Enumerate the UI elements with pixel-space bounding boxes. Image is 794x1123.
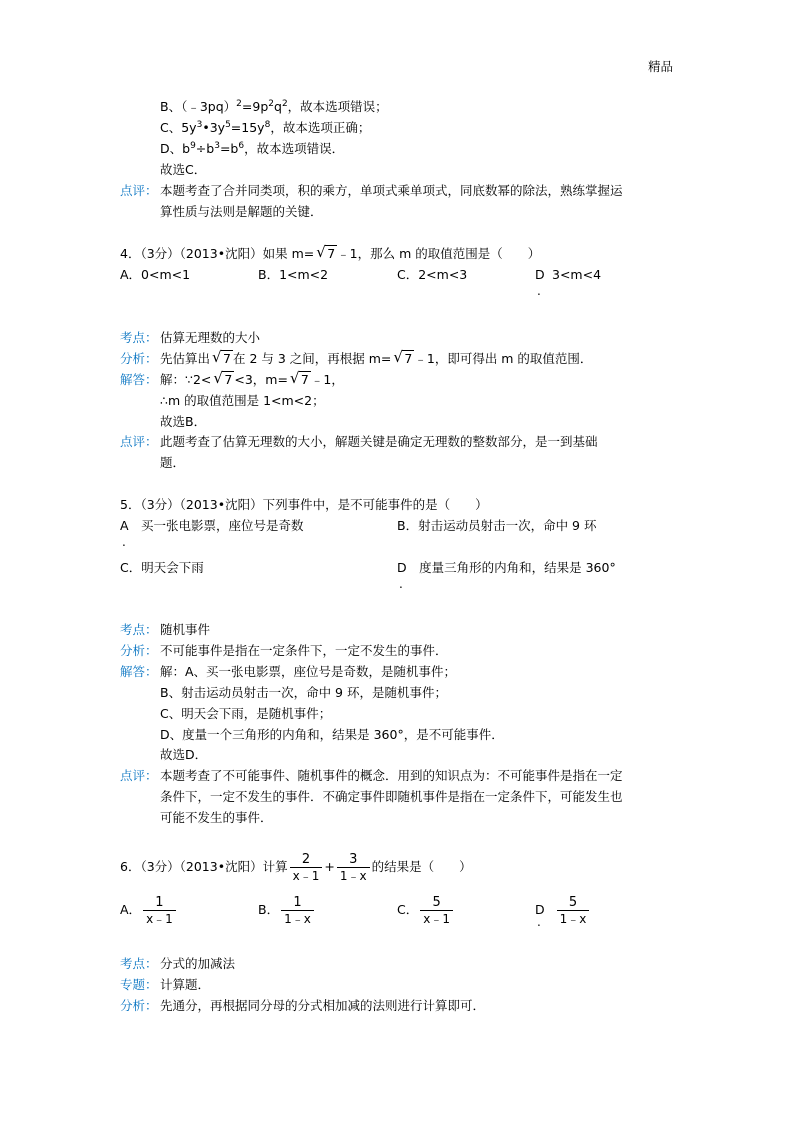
q4-fenxi-minus: ﹣1 [414,351,435,366]
page-watermark: 精品 [648,59,674,74]
q5-jieda-label: 解答： [120,664,158,679]
q6-f2-num: 3 [349,851,358,867]
q6-option-d-dot: . [537,915,541,929]
q5-option-a-dot: . [122,535,126,549]
q4-stem [120,245,540,263]
q4-jieda-line3: 故选B． [160,414,207,429]
q4-option-d-label: D [535,267,545,282]
q4-fenxi-sqrt2 [393,350,414,368]
q3-line-b-pre: B、（﹣3pq） [160,99,237,114]
q6-zhuanti: 计算题． [160,977,211,992]
q3-line-b-mid2: q [274,99,282,114]
q4-fenxi-radicand: 7 [223,351,231,366]
q3-line-c-mid2: =15y [230,120,265,135]
q5-option-b: B．射击运动员射击一次，命中 9 环 [397,518,597,533]
q6-f1-num: 2 [301,851,311,867]
q5-comment-line2: 条件下，一定不发生的事件．不确定事件即随机事件是指在一定条件下，可能发生也 [160,789,623,804]
q3-line-c-exp1: 3 [196,120,203,130]
q6-option-b-frac [281,896,314,926]
q6-option-c [397,893,455,927]
q5-comment-label: 点评： [120,768,158,783]
q3-line-d [160,140,344,158]
q6-option-d-frac [557,896,590,926]
q6-plus: + [324,859,335,874]
q6-fenxi-label: 分析： [120,998,158,1013]
q4-jieda-minus: ﹣1 [310,372,332,387]
q4-jieda-line1-pre: 解：∵2< [160,372,212,387]
q6-option-b-num: 1 [293,894,302,910]
q6-option-a-den: x﹣1 [143,910,176,926]
q4-jieda-line1-post: ， [331,372,344,387]
q4-jieda-sqrt [213,371,234,389]
q4-jieda-sqrt2 [290,371,311,389]
q4-stem-minus: ﹣1 [337,246,358,261]
q3-line-b-exp2: 2 [268,99,274,109]
q4-fenxi-mid: 在 2 与 3 之间，再根据 m= [232,351,392,366]
q4-radicand: 7 [327,246,336,261]
q4-stem-post: ，那么 m 的取值范围是（ ） [357,246,541,261]
q3-line-b-mid: =9p [241,99,269,114]
q6-option-b [258,893,316,927]
q5-option-c: C．明天会下雨 [120,560,204,575]
q5-comment-line1: 本题考查了不可能事件、随机事件的概念．用到的知识点为：不可能事件是指在一定 [160,768,623,783]
q4-kaodian: 估算无理数的大小 [160,330,261,345]
q4-jieda-line1-mid: <3，m= [234,372,288,387]
q3-line-c-pre: C、5y [160,120,197,135]
q3-line-d-exp2: 3 [214,141,220,151]
q3-line-d-pre: D、b [160,141,191,156]
q4-option-a: A．0<m<1 [120,267,191,282]
q4-jieda-radicand: 7 [224,372,233,387]
q3-line-d-post: ，故本选项错误． [244,141,345,156]
q4-jieda-label: 解答： [120,372,158,387]
sqrt-symbol-icon: √ [316,243,326,261]
q3-line-b-exp1: 2 [236,99,242,109]
q5-option-d: D 度量三角形的内角和，结果是 360° [397,560,616,575]
q5-jieda-line4: D、度量一个三角形的内角和，结果是 360°，是不可能事件． [160,727,504,742]
q4-fenxi-label: 分析： [120,351,158,366]
q4-jieda-radicand2: 7 [300,372,309,387]
q3-line-b-post: ，故本选项错误； [287,99,388,114]
q4-option-c: C．2<m<3 [397,267,468,282]
q4-fenxi [160,350,592,368]
q6-option-c-den: x﹣1 [420,910,453,926]
q3-comment-label: 点评： [120,183,158,198]
q3-line-d-exp1: 9 [190,141,196,151]
q5-jieda-line1: 解：A、买一张电影票，座位号是奇数，是随机事件； [160,664,457,679]
q6-stem-post: 的结果是（ ） [371,859,472,874]
q3-line-d-mid2: =b [219,141,239,156]
q5-stem: 5．（3分）（2013•沈阳）下列事件中，是不可能事件的是（ ） [120,497,488,512]
q3-comment-line1: 本题考查了合并同类项，积的乘方，单项式乘单项式，同底数幂的除法，熟练掌握运 [160,183,623,198]
q3-choice: 故选C． [160,162,207,177]
q3-line-d-exp3: 6 [238,141,245,151]
sqrt-symbol-icon: √ [213,369,223,387]
q6-f1-den: x﹣1 [290,867,323,883]
q6-option-d-num: 5 [568,894,578,910]
q6-stem [120,850,472,884]
q5-fenxi: 不可能事件是指在一定条件下，一定不发生的事件． [160,643,448,658]
q3-line-d-mid: ÷b [195,141,215,156]
q4-comment-line2: 题． [160,455,186,470]
q6-option-c-frac [420,896,453,926]
q5-fenxi-label: 分析： [120,643,158,658]
q5-option-a: A 买一张电影票，座位号是奇数 [120,518,304,533]
q6-option-a-num: 1 [155,894,164,910]
q6-fraction-2 [337,853,370,883]
q4-stem-pre: 4．（3分）（2013•沈阳）如果 m= [120,246,315,261]
q5-option-d-dot: . [399,577,403,591]
q6-f2-den: 1﹣x [337,867,370,883]
q4-fenxi-radicand2: 7 [404,351,413,366]
q4-kaodian-label: 考点： [120,330,158,345]
q4-option-d-text: 3<m<4 [552,267,602,282]
q6-stem-pre: 6．（3分）（2013•沈阳）计算 [120,859,288,874]
q3-line-b [160,98,388,116]
sqrt-symbol-icon: √ [393,348,403,366]
q4-sqrt [316,245,337,263]
q6-option-b-den: 1﹣x [281,910,314,926]
q6-option-d-den: 1﹣x [557,910,590,926]
q3-line-b-exp3: 2 [281,99,288,109]
q6-option-c-num: 5 [432,894,441,910]
q5-jieda-line5: 故选D． [160,747,208,762]
q6-option-a-label: A． [120,902,142,917]
q6-option-a-frac [143,896,176,926]
q6-fraction-1 [290,853,323,883]
q6-fenxi: 先通分，再根据同分母的分式相加减的法则进行计算即可． [160,998,486,1013]
q4-fenxi-pre: 先估算出 [160,351,211,366]
q5-jieda-line2: B、射击运动员射击一次，命中 9 环，是随机事件； [160,685,447,700]
q6-option-b-label: B． [258,902,280,917]
q4-fenxi-sqrt [212,350,233,368]
q6-option-d [535,893,591,927]
q3-line-c-exp2: 5 [225,120,231,130]
q5-comment-line3: 可能不发生的事件． [160,810,273,825]
q3-line-c [160,119,370,137]
q4-fenxi-post: ，即可得出 m 的取值范围． [434,351,593,366]
q3-line-c-post: ，故本选项正确； [270,120,371,135]
q5-kaodian-label: 考点： [120,622,158,637]
q6-kaodian-label: 考点： [120,956,158,971]
q4-option-b: B．1<m<2 [258,267,329,282]
q6-option-d-label: D [535,902,545,917]
q4-jieda-line1 [160,371,344,389]
q4-option-d-dot: . [537,284,541,298]
sqrt-symbol-icon: √ [212,348,222,366]
q6-option-c-label: C． [397,902,419,917]
q3-line-c-exp3: 8 [264,120,271,130]
q4-comment-line1: 此题考查了估算无理数的大小，解题关键是确定无理数的整数部分，是一到基础 [160,434,598,449]
q6-option-a [120,893,178,927]
q4-comment-label: 点评： [120,434,158,449]
q4-jieda-line2: ∴m 的取值范围是 1<m<2； [160,393,325,408]
q5-jieda-line3: C、明天会下雨，是随机事件； [160,706,332,721]
sqrt-symbol-icon: √ [289,369,300,387]
q3-comment-line2: 算性质与法则是解题的关键． [160,204,323,219]
q6-kaodian: 分式的加减法 [160,956,236,971]
q6-zhuanti-label: 专题： [120,977,158,992]
q3-line-c-mid: •3y [202,120,226,135]
q5-kaodian: 随机事件 [160,622,211,637]
